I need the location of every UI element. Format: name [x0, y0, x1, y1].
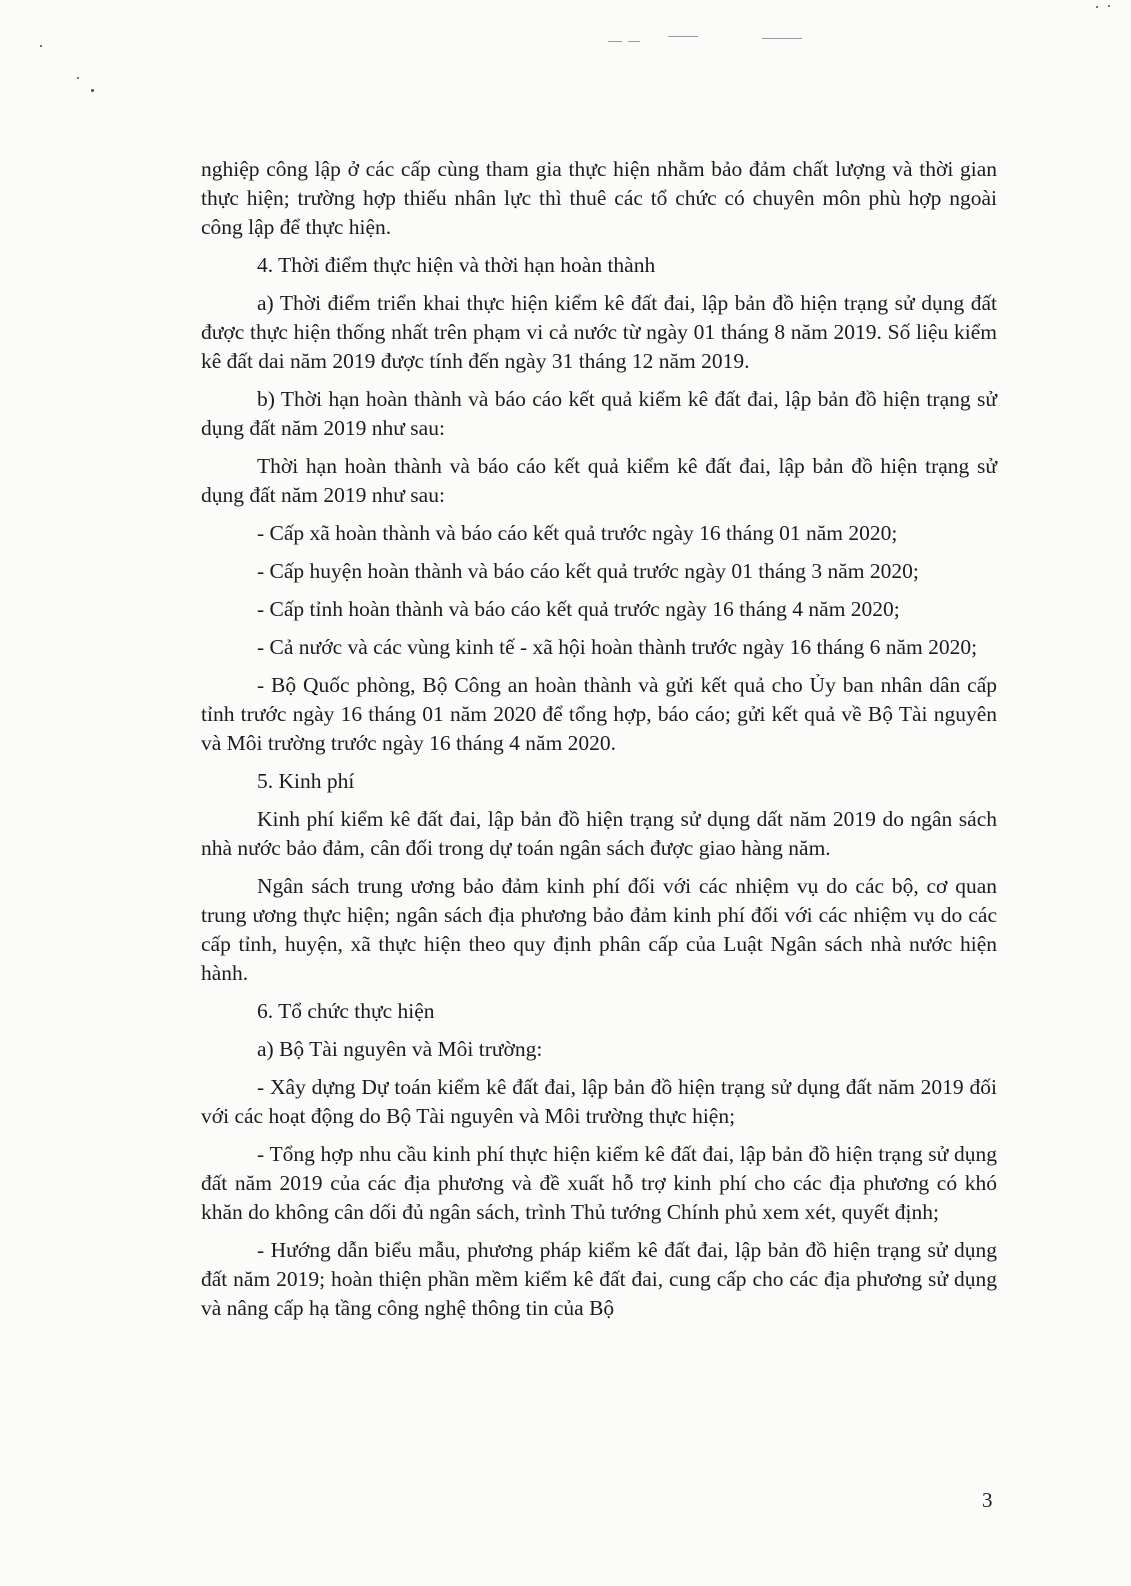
page-number: 3 — [982, 1488, 993, 1512]
paragraph-budget: Ngân sách trung ương bảo đảm kinh phí đối với các nhiệm vụ do các bộ, cơ quan trung ương thực hiện; ngân sách địa phương bảo đảm kinh phí đối với các nhiệm vụ do các cấp tỉnh, huyện, xã thực hiện theo quy định phân cấp của Luật Ngân sách nhà nước hiện hành. — [201, 874, 997, 985]
scan-speck — [77, 77, 79, 79]
list-item-estimate: - Xây dựng Dự toán kiểm kê đất đai, lập bản đồ hiện trạng sử dụng đất năm 2019 đối với các hoạt động do Bộ Tài nguyên và Môi trường thực hiện; — [201, 1075, 997, 1128]
scan-dash — [628, 41, 640, 42]
scan-speck — [1096, 6, 1098, 8]
scan-dash — [668, 36, 698, 37]
paragraph-deadline-intro: Thời hạn hoàn thành và báo cáo kết quả kiểm kê đất đai, lập bản đồ hiện trạng sử dụng đất năm 2019 như sau: — [201, 454, 997, 507]
scan-speck — [91, 89, 94, 92]
list-item-nation: - Cả nước và các vùng kinh tế - xã hội hoàn thành trước ngày 16 tháng 6 năm 2020; — [257, 635, 978, 659]
list-item-commune: - Cấp xã hoàn thành và báo cáo kết quả trước ngày 16 tháng 01 năm 2020; — [257, 521, 898, 545]
scan-dash — [762, 38, 802, 39]
paragraph-funding: Kinh phí kiểm kê đất đai, lập bản đồ hiện trạng sử dụng dất năm 2019 do ngân sách nhà nước bảo đảm, cân đối trong dự toán ngân sách được giao hàng năm. — [201, 807, 997, 860]
section-heading-4: 4. Thời điểm thực hiện và thời hạn hoàn thành — [257, 253, 656, 277]
paragraph-6a: a) Bộ Tài nguyên và Môi trường: — [257, 1037, 543, 1061]
scan-speck — [40, 45, 42, 47]
scan-speck — [1108, 5, 1110, 7]
paragraph-4a: a) Thời điểm triển khai thực hiện kiểm kê đất đai, lập bản đồ hiện trạng sử dụng đất được thực hiện thống nhất trên phạm vi cả nước từ ngày 01 tháng 8 năm 2019. Số liệu kiểm kê đất dai năm 2019 được tính đến ngày 31 tháng 12 năm 2019. — [201, 291, 997, 373]
scan-dash — [608, 41, 622, 42]
list-item-district: - Cấp huyện hoàn thành và báo cáo kết quả trước ngày 01 tháng 3 năm 2020; — [257, 559, 919, 583]
list-item-guidance: - Hướng dẫn biểu mẫu, phương pháp kiểm kê đất đai, lập bản đồ hiện trạng sử dụng đất năm 2019; hoàn thiện phần mềm kiểm kê đất đai, cung cấp cho các địa phương sử dụng và nâng cấp hạ tầng công nghệ thông tin của Bộ — [201, 1238, 997, 1320]
list-item-ministries: - Bộ Quốc phòng, Bộ Công an hoàn thành và gửi kết quả cho Ủy ban nhân dân cấp tỉnh trước ngày 16 tháng 01 năm 2020 để tổng hợp, báo cáo; gửi kết quả về Bộ Tài nguyên và Môi trường trước ngày 16 tháng 4 năm 2020. — [201, 673, 997, 755]
document-body — [201, 155, 997, 1332]
list-item-province: - Cấp tỉnh hoàn thành và báo cáo kết quả trước ngày 16 tháng 4 năm 2020; — [257, 597, 900, 621]
section-heading-5: 5. Kinh phí — [257, 769, 355, 793]
list-item-aggregate: - Tổng hợp nhu cầu kinh phí thực hiện kiểm kê đất đai, lập bản đồ hiện trạng sử dụng đất năm 2019 của các địa phương và đề xuất hỗ trợ kinh phí cho các địa phương có khó khăn do không cân dối đủ ngân sách, trình Thủ tướng Chính phủ xem xét, quyết định; — [201, 1142, 997, 1224]
paragraph-intro: nghiệp công lập ở các cấp cùng tham gia thực hiện nhằm bảo đảm chất lượng và thời gian thực hiện; trường hợp thiếu nhân lực thì thuê các tổ chức có chuyên môn phù hợp ngoài công lập để thực hiện. — [201, 157, 997, 239]
section-heading-6: 6. Tổ chức thực hiện — [257, 999, 435, 1023]
paragraph-4b: b) Thời hạn hoàn thành và báo cáo kết quả kiểm kê đất đai, lập bản đồ hiện trạng sử dụng đất năm 2019 như sau: — [201, 387, 997, 440]
